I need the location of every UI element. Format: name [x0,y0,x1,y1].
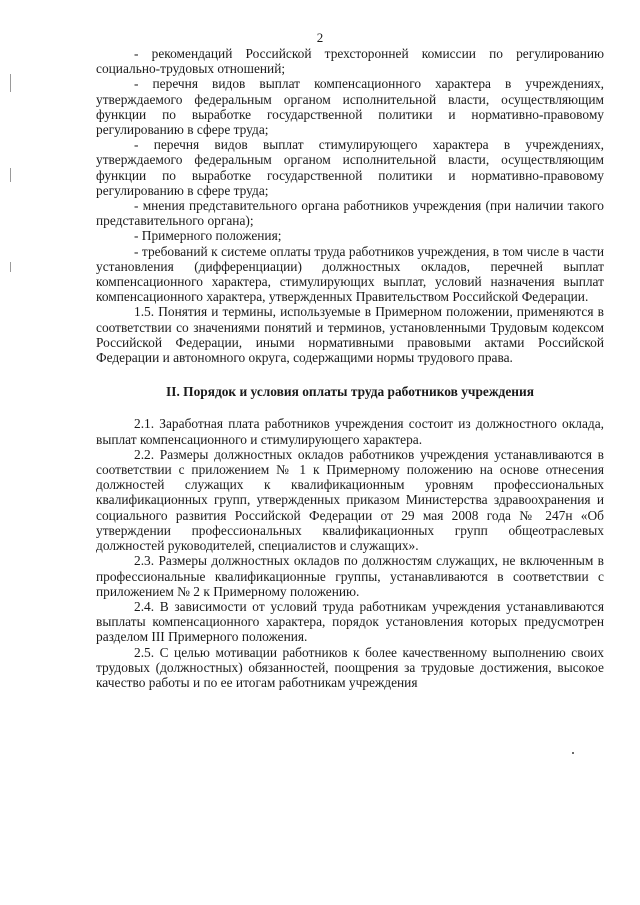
paragraph: - требований к системе оплаты труда работников учреждения, в том числе в части установления (дифференциации) должностных окладов, перечней выплат компенсационного характера, стимулирующих выплат, условий назначения выплат компенсационного характера, утвержденных Правительством Российской Федерации. [96,243,604,305]
document-body [96,46,604,690]
paragraph: 2.2. Размеры должностных окладов работников учреждения устанавливаются в соответствии с приложением № 1 к Примерному положению на основе отнесения должностей служащих к квалификационным уровням профессиональных квалификационных групп, утвержденных приказом Министерства здравоохранения и социального развития Российской Федерации от 29 мая 2008 года № 247н «Об утверждении профессиональных квалификационных групп общеотраслевых должностей руководителей, специалистов и служащих». [96,446,604,554]
paragraph: - рекомендаций Российской трехсторонней комиссии по регулированию социально-трудовых отношений; [96,46,604,77]
paragraph: - мнения представительного органа работников учреждения (при наличии такого представительного органа); [96,198,604,229]
page-number: 2 [316,30,324,45]
scan-artifact [10,262,11,272]
paragraph: 2.5. С целью мотивации работников к более качественному выполнению своих трудовых (должностных) обязанностей, поощрения за трудовые достижения, высокое качество работы и по ее итогам работникам учреждения [96,644,604,690]
paragraph: 2.4. В зависимости от условий труда работникам учреждения устанавливаются выплаты компенсационного характера, порядок установления которых предусмотрен разделом III Примерного положения. [96,598,604,645]
paragraph: 1.5. Понятия и термины, используемые в Примерном положении, применяются в соответствии со значениями понятий и терминов, установленными Трудовым кодексом Российской Федерации, иными нормативными правовыми актами Российской Федерации и автономного округа, содержащими нормы трудового права. [96,304,604,366]
scan-artifact [572,752,574,754]
section-title: II. Порядок и условия оплаты труда работников учреждения [166,384,534,400]
scan-artifact [10,168,11,182]
paragraph: - перечня видов выплат стимулирующего характера в учреждениях, утверждаемого федеральным органом исполнительной власти, осуществляющим функции по выработке государственной политики и нормативно-правовому регулированию в сфере труда; [96,137,604,198]
paragraph: - перечня видов выплат компенсационного характера в учреждениях, утверждаемого федеральным органом исполнительной власти, осуществляющим функции по выработке государственной политики и нормативно-правовому регулированию в сфере труда; [96,76,604,138]
scan-artifact [10,74,11,92]
paragraph: 2.1. Заработная плата работников учреждения состоит из должностного оклада, выплат компенсационного и стимулирующего характера. [96,416,604,447]
paragraph: - Примерного положения; [134,228,282,244]
paragraph: 2.3. Размеры должностных окладов по должностям служащих, не включенным в профессиональные квалификационные группы, устанавливаются в соответствии с приложением № 2 к Примерному положению. [96,553,604,599]
